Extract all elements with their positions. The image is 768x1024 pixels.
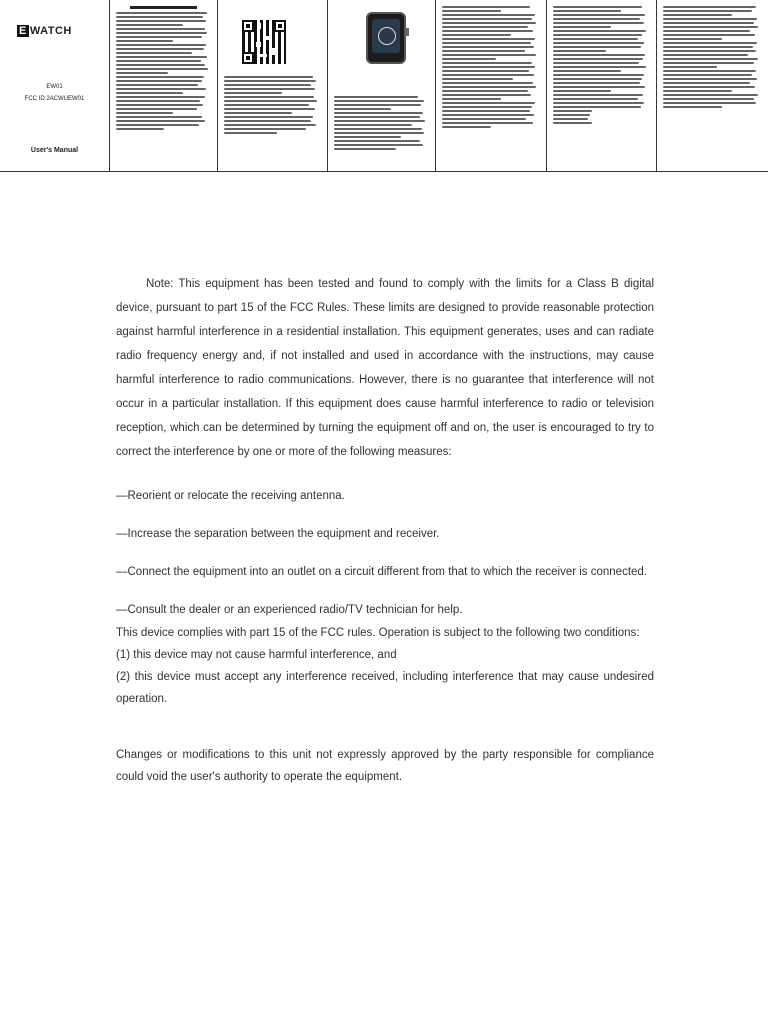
brand-name: WATCH — [29, 25, 72, 37]
fcc-notice-paragraph — [116, 272, 654, 464]
manual-functions-panel — [436, 0, 547, 171]
changes-warning — [116, 744, 654, 788]
manual-settings-panel — [547, 0, 657, 171]
manual-text-block — [116, 6, 211, 132]
fcc-notice-text: Note: This equipment has been tested and found to comply with the limits for a Class B digital device, pursuant to part 15 of the FCC Rules. These limits are designed to provide reasonable protection against harmful interference in a residential installation. This equipment generates, uses and can radiate radio frequency energy and, if not installed and used in accordance with the instructions, may cause harmful interference to radio communications. However, there is no guarantee that interference will not occur in a particular installation. If this equipment does cause harmful interference to radio or television reception, which can be determined by turning the equipment off and on, the user is encouraged to try to correct the interference by one or more of the following measures: — [116, 278, 654, 458]
manual-text-block — [442, 6, 540, 130]
qr-code-icon — [242, 20, 286, 64]
fcc-id: FCC ID:2ACWUEW01 — [24, 96, 85, 102]
measure-item: —Reorient or relocate the receiving antenna. — [116, 490, 345, 502]
manual-instructions-panel — [110, 0, 218, 171]
compliance-condition-1: (1) this device may not cause harmful interference, and — [116, 649, 397, 661]
compliance-intro: This device complies with part 15 of the FCC rules. Operation is subject to the following two conditions: — [116, 627, 640, 639]
manual-text-block — [334, 96, 429, 152]
manual-text-block — [553, 6, 650, 126]
changes-warning-text: Changes or modifications to this unit not expressly approved by the party responsible for compliance could void the user's authority to operate the equipment. — [116, 749, 654, 783]
manual-text-block — [224, 76, 321, 136]
manual-text-block — [663, 6, 762, 110]
model-number: EW01 — [46, 84, 63, 90]
measure-item: —Increase the separation between the equipment and receiver. — [116, 528, 440, 540]
brand-logo-letter: E — [19, 25, 27, 37]
manual-strip — [0, 0, 768, 172]
brand-logo — [17, 25, 72, 37]
users-manual-title: User's Manual — [30, 147, 79, 154]
panel-heading — [130, 6, 197, 9]
manual-cover-panel — [0, 0, 110, 171]
manual-watch-diagram-panel — [328, 0, 436, 171]
manual-features-panel — [657, 0, 768, 171]
measure-item: —Connect the equipment into an outlet on a circuit different from that to which the receiver is connected. — [116, 566, 647, 578]
fcc-notice — [116, 272, 654, 636]
watch-icon — [366, 12, 406, 64]
compliance-condition-2: (2) this device must accept any interference received, including interference that may cause undesired operation. — [116, 671, 654, 705]
manual-qr-panel — [218, 0, 328, 171]
compliance-conditions — [116, 622, 654, 710]
measure-item: —Consult the dealer or an experienced radio/TV technician for help. — [116, 604, 463, 616]
